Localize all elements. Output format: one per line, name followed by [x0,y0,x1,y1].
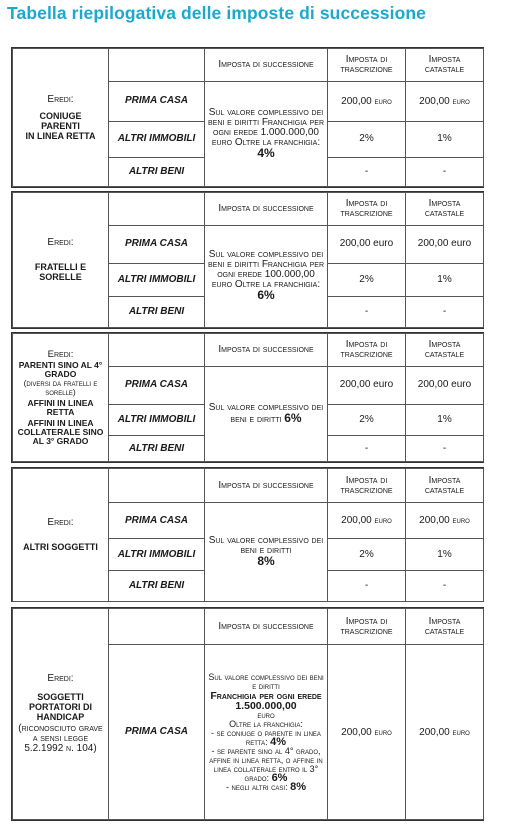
heirs-label: Eredi: [47,237,74,248]
currency: euro [374,95,392,106]
category-altri-beni: ALTRI BENI [109,297,205,328]
description-cell [205,645,328,820]
description-cell [205,225,328,327]
catastale-prima-casa: 200,00 euro [406,366,484,404]
empty-header-cell [109,334,205,367]
header-imposta-successione: Imposta di successione [205,49,328,82]
header-imposta-successione: Imposta di successione [205,193,328,226]
empty-header-cell [109,469,205,503]
amount: 200,00 [341,515,372,526]
heirs-cell [13,609,109,820]
heirs-cell [13,469,109,602]
currency: euro [452,515,470,525]
dash-cell: - [328,571,406,602]
catastale-altri-immobili: 1% [406,263,484,297]
amount: 200,00 [419,726,450,738]
heirs-label: Eredi: [47,93,74,105]
amount: 200,00 [419,95,450,107]
currency: euro [452,726,470,737]
dash-cell: - [406,436,484,462]
heirs-note: (riconosciuto grave a sensi legge 5.2.1992 n. 104) [18,723,103,754]
dash-cell: - [328,297,406,328]
category-altri-immobili: ALTRI IMMOBILI [109,263,205,297]
header-imposta-catastale: Imposta catastale [406,469,484,503]
description-cell [205,366,328,461]
page-title: Tabella riepilogativa delle imposte di successione [7,3,426,23]
heirs-cell [13,49,109,187]
category-prima-casa: PRIMA CASA [109,366,205,404]
trascrizione-altri-immobili: 2% [328,404,406,436]
category-altri-beni: ALTRI BENI [109,571,205,602]
header-imposta-successione: Imposta di successione [205,334,328,367]
catastale-prima-casa [406,82,484,122]
category-prima-casa: PRIMA CASA [109,645,205,820]
description-line: Oltre la franchigia: [229,718,303,729]
description-cell [205,82,328,187]
header-imposta-trascrizione: Imposta di trascrizione [328,469,406,503]
heirs-name: SOGGETTI PORTATORI DI HANDICAP [29,692,92,722]
catastale-prima-casa [406,503,484,539]
description-line: - se parente sino al 4° grado, affine in linea retta, o affine in linea collaterale entro il 3° grado: [209,745,323,783]
table-block-parenti [11,332,484,463]
catastale-altri-immobili: 1% [406,539,484,571]
header-imposta-catastale: Imposta catastale [406,609,484,645]
trascrizione-prima-casa: 200,00 euro [328,366,406,404]
rate-value: 6% [271,771,288,784]
currency: euro [374,726,392,737]
dash-cell: - [328,436,406,462]
trascrizione-prima-casa: 200,00 euro [328,225,406,263]
currency: euro [452,95,470,106]
heirs-part-note: (diversi da fratelli e sorelle) [23,377,98,397]
heirs-part: AFFINI IN LINEA COLLATERALE SINO AL 3° GRADO [17,417,104,446]
description-text: Sul valore complessivo dei beni e diritti [208,535,324,556]
trascrizione-prima-casa [328,503,406,539]
currency: euro [374,515,392,525]
rate-value: 4% [270,735,287,748]
heirs-part: PARENTI SINO AL 4° GRADO [18,359,103,379]
header-imposta-trascrizione: Imposta di trascrizione [328,334,406,367]
description-text: Sul valore complessivo dei beni e diritti Franchigia per ogni erede 100.000,00 euro Oltre la franchigia: [207,249,324,291]
trascrizione-altri-immobili: 2% [328,121,406,157]
description-line: euro [257,709,275,720]
heirs-name: FRATELLI E SORELLE [34,262,87,282]
trascrizione-altri-immobili: 2% [328,263,406,297]
dash-cell: - [406,297,484,328]
amount: 200,00 [341,726,372,738]
category-prima-casa: PRIMA CASA [109,503,205,539]
table-block-coniuge [11,47,484,188]
category-altri-beni: ALTRI BENI [109,158,205,187]
table-block-handicap [11,607,484,821]
header-imposta-catastale: Imposta catastale [406,49,484,82]
heirs-name: CONIUGE PARENTI IN LINEA RETTA [25,110,96,141]
category-prima-casa: PRIMA CASA [109,225,205,263]
trascrizione-prima-casa [328,82,406,122]
heirs-label: Eredi: [47,517,74,528]
catastale-prima-casa: 200,00 euro [406,225,484,263]
heirs-label: Eredi: [47,673,74,684]
category-altri-immobili: ALTRI IMMOBILI [109,404,205,436]
heirs-cell [13,334,109,462]
catastale-prima-casa [406,645,484,820]
category-altri-immobili: ALTRI IMMOBILI [109,539,205,571]
rate-value: 8% [257,554,275,568]
amount: 200,00 [419,515,450,526]
trascrizione-altri-immobili: 2% [328,539,406,571]
table-block-altri-soggetti [11,467,484,602]
heirs-part: AFFINI IN LINEA RETTA [27,397,94,417]
dash-cell: - [406,571,484,602]
description-text: Sul valore complessivo dei beni e diritti [208,401,324,425]
rate-value: 6% [284,410,302,425]
header-imposta-catastale: Imposta catastale [406,334,484,367]
rate-value: 4% [257,146,275,161]
category-altri-beni: ALTRI BENI [109,436,205,462]
dash-cell: - [406,158,484,187]
header-imposta-successione: Imposta di successione [205,469,328,503]
empty-header-cell [109,193,205,226]
catastale-altri-immobili: 1% [406,121,484,157]
header-imposta-catastale: Imposta catastale [406,193,484,226]
catastale-altri-immobili: 1% [406,404,484,436]
table-block-fratelli [11,191,484,329]
amount: 200,00 [341,95,372,107]
heirs-cell [13,193,109,328]
description-cell [205,503,328,602]
category-prima-casa: PRIMA CASA [109,82,205,122]
heirs-label: Eredi: [47,348,74,360]
category-altri-immobili: ALTRI IMMOBILI [109,121,205,157]
description-line: - se coniuge o parente in linea retta: [211,727,321,747]
rate-value: 6% [257,288,275,303]
header-imposta-trascrizione: Imposta di trascrizione [328,609,406,645]
description-bold-line: Franchigia per ogni erede 1.500.000,00 [210,689,322,712]
empty-header-cell [109,49,205,82]
description-line: - negli altri casi: [226,781,288,792]
header-imposta-trascrizione: Imposta di trascrizione [328,49,406,82]
header-imposta-successione: Imposta di successione [205,609,328,645]
trascrizione-prima-casa [328,645,406,820]
empty-header-cell [109,609,205,645]
rate-value: 8% [290,780,306,793]
description-line: Sul valore complessivo dei beni e diritti [208,671,324,691]
heirs-name: ALTRI SOGGETTI [23,542,98,552]
header-imposta-trascrizione: Imposta di trascrizione [328,193,406,226]
description-text: Sul valore complessivo dei beni e diritti Franchigia per ogni erede 1.000.000,00 euro Oltre la franchigia: [207,107,324,149]
dash-cell: - [328,158,406,187]
